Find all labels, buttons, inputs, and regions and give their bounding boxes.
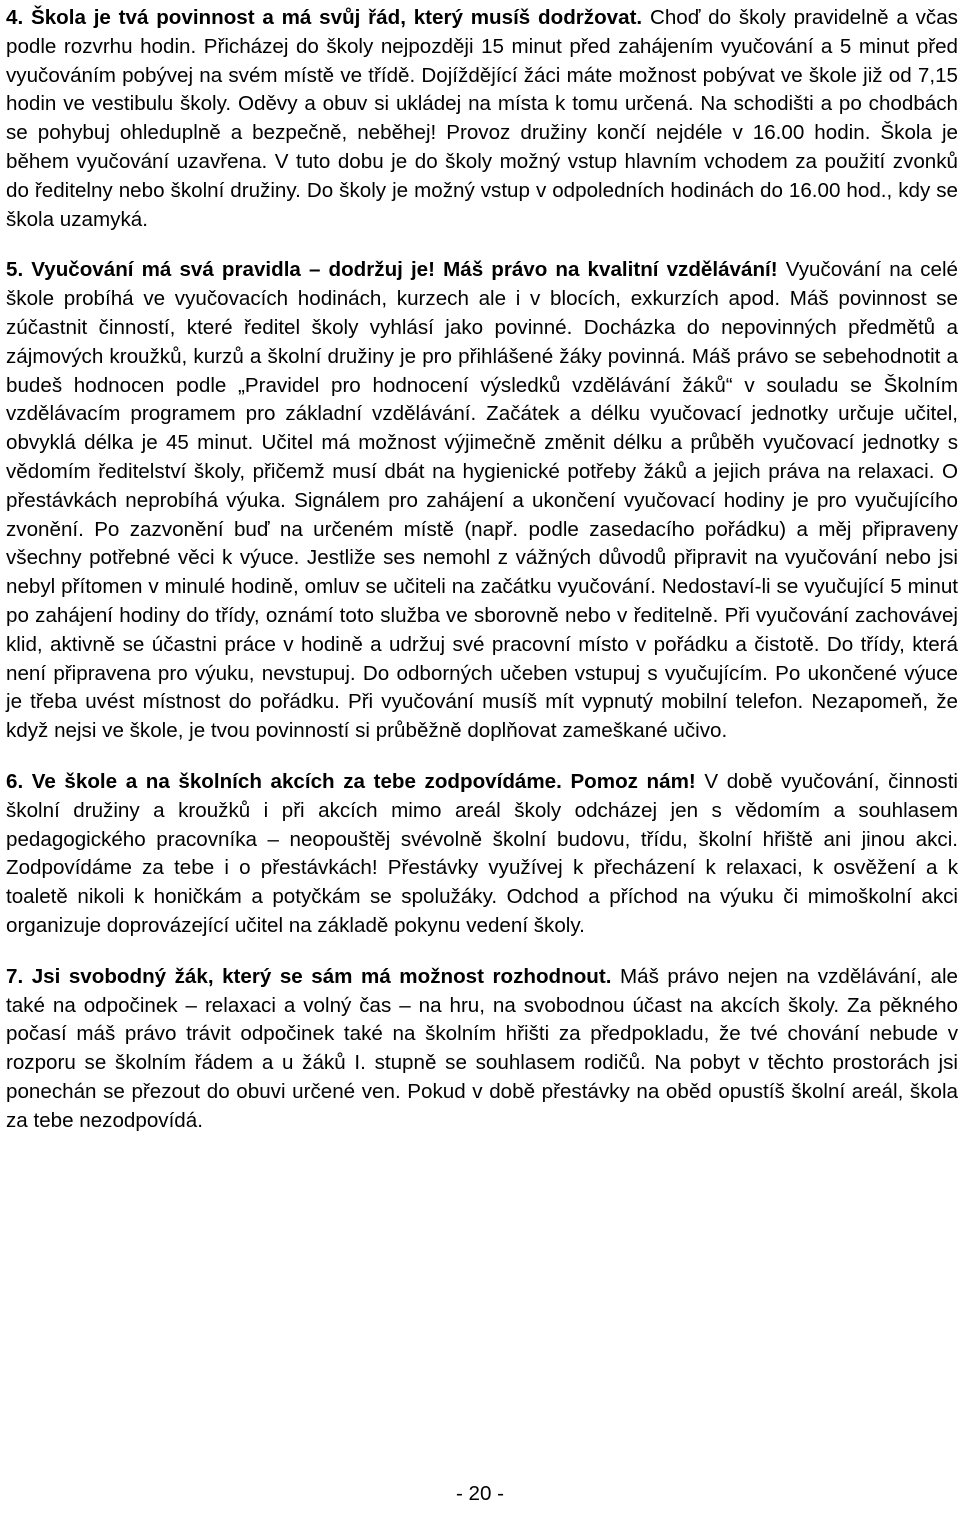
section-heading: 7. Jsi svobodný žák, který se sám má možnost rozhodnout. bbox=[6, 964, 612, 988]
section-7 bbox=[6, 963, 958, 1136]
section-4 bbox=[6, 4, 958, 234]
section-heading: 4. Škola je tvá povinnost a má svůj řád, který musíš dodržovat. bbox=[6, 6, 643, 29]
section-paragraph bbox=[6, 963, 958, 1136]
section-body: V době vyučování, činnosti školní družiny a kroužků i při akcích mimo areál školy odcházej jen s vědomím a souhlasem pedagogického pracovníka – neopouštěj svévolně školní budovu, třídu, školní hřiště ani jinou akci. Zodpovídáme za tebe i o přestávkách! Přestávky využívej k přecházení k relaxaci, k osvěžení a k toaletě nikoli k honičkám a potyčkám se spolužáky. Odchod a příchod na výuku či mimoškolní akci organizuje doprovázející učitel na základě pokynu vedení školy. bbox=[6, 769, 958, 937]
document-page bbox=[6, 4, 958, 1157]
section-heading: 6. Ve škole a na školních akcích za tebe zodpovídáme. Pomoz nám! bbox=[6, 769, 696, 793]
page-number: - 20 - bbox=[455, 1482, 505, 1505]
section-heading: 5. Vyučování má svá pravidla – dodržuj je! Máš právo na kvalitní vzdělávání! bbox=[6, 258, 778, 282]
section-6 bbox=[6, 768, 958, 941]
section-paragraph bbox=[6, 256, 958, 746]
section-paragraph bbox=[6, 4, 958, 234]
section-body: Máš právo nejen na vzdělávání, ale také na odpočinek – relaxaci a volný čas – na hru, na svobodnou účast na akcích školy. Za pěkného počasí máš právo trávit odpočinek také na školním hřišti za předpokladu, že tvé chování nebude v rozporu se školním řádem a u žáků I. stupně se souhlasem rodičů. Na pobyt v těchto prostorách jsi ponechán se přezout do obuvi určené ven. Pokud v době přestávky na oběd opustíš školní areál, škola za tebe nezodpovídá. bbox=[6, 964, 958, 1132]
section-body: Vyučování na celé škole probíhá ve vyučovacích hodinách, kurzech ale i v blocích, exkurzích apod. Máš povinnost se zúčastnit činností, které ředitel školy vyhlásí jako povinné. Docházka do nepovinných předmětů a zájmových kroužků, kurzů a školní družiny je pro přihlášené žáky povinná. Máš právo se sebehodnotit a budeš hodnocen podle „Pravidel pro hodnocení výsledků vzdělávání žáků“ v souladu se Školním vzdělávacím programem pro základní vzdělávání. Začátek a délku vyučovací jednotky určuje učitel, obvyklá délka je 45 minut. Učitel má možnost výjimečně změnit délku a průběh vyučovací jednotky s vědomím ředitelství školy, přičemž musí dbát na hygienické potřeby žáků a jejich práva na relaxaci. O přestávkách neprobíhá výuka. Signálem pro zahájení a ukončení vyučovací hodiny je pro vyučujícího zvonění. Po zazvonění buď na určeném místě (např. podle zasedacího pořádku) a měj připraveny všechny potřebné věci k výuce. Jestliže ses nemohl z vážných důvodů připravit na vyučování nebo jsi nebyl přítomen v minulé hodině, omluv se učiteli na začátku vyučování. Nedostaví-li se vyučující 5 minut po zahájení hodiny do třídy, oznámí toto služba ve sborovně nebo v ředitelně. Při vyučování zachovávej klid, aktivně se účastni práce v hodině a udržuj své pracovní místo v pořádku a čistotě. Do třídy, která není připravena pro výuku, nevstupuj. Do odborných učeben vstupuj s vyučujícím. Po ukončené výuce je třeba uvést místnost do pořádku. Při vyučování musíš mít vypnutý mobilní telefon. Nezapomeň, že když nejsi ve škole, je tvou povinností si průběžně doplňovat zameškané učivo. bbox=[6, 258, 958, 743]
section-body: Choď do školy pravidelně a včas podle rozvrhu hodin. Přicházej do školy nejpozději 15 minut před zahájením vyučování a 5 minut před vyučováním pobývej na svém místě ve třídě. Dojíždějící žáci máte možnost pobývat ve škole již od 7,15 hodin ve vestibulu školy. Oděvy a obuv si ukládej na místa k tomu určená. Na schodišti a po chodbách se pohybuj ohleduplně a bezpečně, neběhej! Provoz družiny končí nejdéle v 16.00 hodin. Škola je během vyučování uzavřena. V tuto dobu je do školy možný vstup hlavním vchodem za použití zvonků do ředitelny nebo školní družiny. Do školy je možný vstup v odpoledních hodinách do 16.00 hod., kdy se škola uzamyká. bbox=[6, 6, 958, 231]
section-5 bbox=[6, 256, 958, 746]
section-paragraph bbox=[6, 768, 958, 941]
